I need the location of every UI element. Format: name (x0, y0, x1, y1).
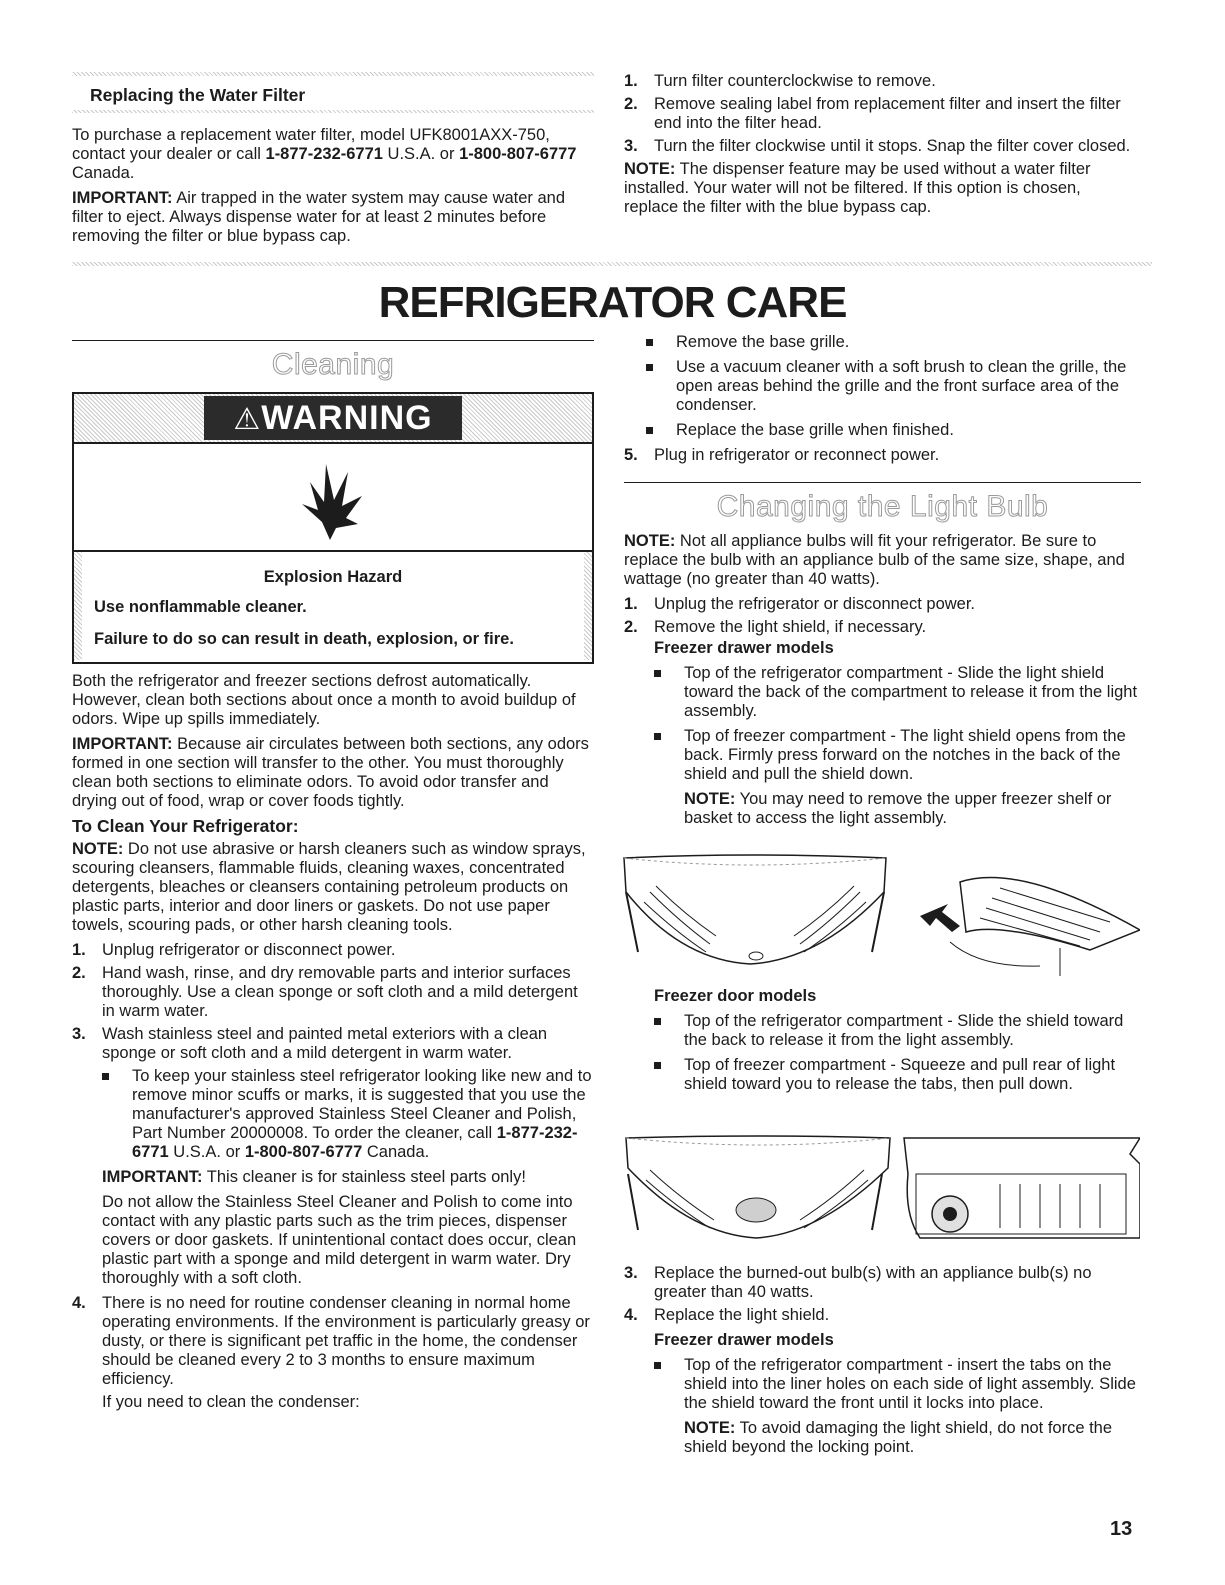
list-item: Top of the refrigerator compartment - Slide the light shield toward the back of the compartment to release it from the light assembly. (654, 664, 1139, 721)
cleaning-step: 5. Plug in refrigerator or reconnect power. (624, 446, 940, 464)
condenser-continued (624, 333, 1139, 469)
cleaning-step: 3. Wash stainless steel and painted metal exteriors with a clean sponge or soft cloth and a mild detergent in warm water. To keep your stainless steel refrigerator looking like new and to remove minor scuffs or marks, it is suggested that you use the manufacturer's approved Stainless Steel Cleaner and Polish, Part Number 20000008. To order the cleaner, call 1-877-232-6771 U.S.A. or 1-800-807-6777 Canada. IMPORTANT: This cleaner is for stainless steel parts only! Do not allow the Stainless Steel Cleaner and Polish to come into contact with any plastic parts such as the trim pieces, dispenser covers or door gaskets. If unintentional contact does occur, clean plastic part with a sponge and mild detergent in warm water. Dry thoroughly with a soft cloth. (72, 1025, 594, 1288)
filter-step-list (624, 72, 1134, 156)
freezer-door-label: Freezer door models (654, 987, 817, 1005)
page-title: REFRIGERATOR CARE (378, 278, 847, 327)
freezer-drawer-note: NOTE: You may need to remove the upper freezer shelf or basket to access the light assembly. (684, 790, 1112, 827)
replace-steps (624, 1264, 1139, 1457)
replace-note: NOTE: To avoid damaging the light shield, do not force the shield beyond the locking point. (684, 1419, 1113, 1456)
warning-box (72, 392, 594, 664)
list-item: Use a vacuum cleaner with a soft brush to clean the grille, the open areas behind the grille and the front surface area of the condenser. (646, 358, 1139, 415)
light-bulb-title: Changing the Light Bulb (716, 490, 1049, 523)
cleaning-step: 4. There is no need for routine condenser cleaning in normal home operating environments. If the environment is particularly greasy or dusty, or there is significant pet traffic in the home, the condenser should be cleaned every 2 to 3 months to ensure maximum efficiency. If you need to clean the condenser: (72, 1294, 594, 1412)
filter-step: 2. Remove sealing label from replacement filter and insert the filter end into the filter head. (624, 95, 1121, 132)
list-item: To keep your stainless steel refrigerator looking like new and to remove minor scuffs or marks, it is suggested that you use the manufacturer's approved Stainless Steel Cleaner and Polish, Part Number 20000008. To order the cleaner, call 1-877-232-6771 U.S.A. or 1-800-807-6777 Canada. (102, 1067, 594, 1162)
water-filter-steps (624, 72, 1134, 223)
list-item: Top of freezer compartment - Squeeze and pull rear of light shield toward you to release the tabs, then pull down. (654, 1056, 1139, 1094)
page-number: 13 (1110, 1518, 1133, 1540)
water-filter-intro (72, 126, 594, 252)
water-filter-heading: Replacing the Water Filter (90, 85, 306, 105)
hazard-title: Explosion Hazard (263, 568, 403, 586)
list-item: Replace the base grille when finished. (646, 421, 1139, 440)
hazard-line-1: Use nonflammable cleaner. (94, 598, 307, 616)
cleaning-step: 2. Hand wash, rinse, and dry removable parts and interior surfaces thoroughly. Use a clean sponge or soft cloth and a mild detergent in warm water. (72, 964, 578, 1020)
filter-step: 1. Turn filter counterclockwise to remove. (624, 72, 936, 90)
cleaning-note: NOTE: Do not use abrasive or harsh cleaners such as window sprays, scouring cleansers, flammable fluids, cleaning waxes, concentrated detergents, bleaches or cleansers containing petroleum products on plastic parts, interior and door liners or gaskets. Do not use paper towels, scouring pads, or other harsh cleaning tools. (72, 840, 586, 934)
freezer-door-bullets (654, 1012, 1139, 1094)
filter-step: 3. Turn the filter clockwise until it stops. Snap the filter cover closed. (624, 137, 1131, 155)
list-item: Top of freezer compartment - The light shield opens from the back. Firmly press forward on the notches in the back of the shield and pull the shield down. NOTE: You may need to remove the upper freezer shelf or basket to access the light assembly. (654, 727, 1139, 828)
bulb-step: 1. Unplug the refrigerator or disconnect power. (624, 595, 976, 613)
bulb-step: 4. Replace the light shield. Freezer drawer models Top of the refrigerator compartment - insert the tabs on the shield into the liner holes on each side of light assembly. Slide the shield toward the front until it locks into place. NOTE: To avoid damaging the light shield, do not force the shield beyond the locking point. (624, 1306, 1139, 1457)
cleaning-rule (72, 340, 594, 341)
freezer-drawer-illustration (620, 852, 1140, 982)
freezer-drawer-label-2: Freezer drawer models (654, 1331, 834, 1349)
stainless-bullets (102, 1067, 594, 1162)
cleaning-step-5 (624, 446, 1139, 465)
bulb-step: 2. Remove the light shield, if necessary. Freezer drawer models Top of the refrigerator compartment - Slide the light shield toward the back of the compartment to release it from the light assembly. Top of freezer compartment - The light shield opens from the back. Firmly press forward on the notches in the back of the shield and pull the shield down. NOTE: You may need to remove the upper freezer shelf or basket to access the light assembly. (624, 618, 1138, 827)
cleaning-title: Cleaning (271, 348, 395, 381)
condenser-bullets (646, 333, 1139, 440)
light-bulb-rule (624, 482, 1141, 483)
hazard-line-2: Failure to do so can result in death, explosion, or fire. (94, 630, 514, 648)
purchase-paragraph: To purchase a replacement water filter, model UFK8001AXX-750, contact your dealer or call 1-877-232-6771 U.S.A. or 1-800-807-6777 Canada. (72, 126, 577, 182)
cleaning-body (72, 672, 594, 1418)
warning-divider-2 (74, 550, 592, 552)
freezer-drawer-label: Freezer drawer models (654, 639, 834, 657)
list-item: Top of the refrigerator compartment - insert the tabs on the shield into the liner holes on each side of light assembly. Slide the shield toward the front until it locks into place. NOTE: To avoid damaging the light shield, do not force the shield beyond the locking point. (654, 1356, 1139, 1457)
replace-bullets (654, 1356, 1139, 1457)
warning-header: ⚠WARNING (233, 399, 433, 437)
explosion-icon (296, 452, 366, 542)
top-rule-left (72, 72, 594, 76)
list-item: Top of the refrigerator compartment - Slide the shield toward the back to release it from the light assembly. (654, 1012, 1139, 1050)
alert-triangle-icon: ⚠ (233, 403, 262, 436)
warning-divider (74, 442, 592, 444)
heading-underline (72, 110, 594, 113)
stainless-paragraph: Do not allow the Stainless Steel Cleaner and Polish to come into contact with any plastic parts such as the trim pieces, dispenser covers or door gaskets. If unintentional contact does occur, clean plastic part with a sponge and mild detergent in warm water. Dry thoroughly with a soft cloth. (102, 1193, 577, 1287)
freezer-door-illustration (620, 1134, 1140, 1250)
cleaning-steps (72, 941, 594, 1412)
bulb-note: NOTE: Not all appliance bulbs will fit your refrigerator. Be sure to replace the bulb with an appliance bulb of the same size, shape, and wattage (no greater than 40 watts). (624, 532, 1125, 588)
condenser-paragraph: If you need to clean the condenser: (102, 1393, 360, 1411)
light-bulb-body (624, 532, 1139, 834)
bulb-step: 3. Replace the burned-out bulb(s) with an appliance bulb(s) no greater than 40 watts. (624, 1264, 1092, 1301)
freezer-door-section (624, 985, 1139, 1100)
cleaning-important: IMPORTANT: Because air circulates between both sections, any odors formed in one section will transfer to the other. You must thoroughly clean both sections to eliminate odors. To avoid odor transfer and drying out of food, wrap or cover foods tightly. (72, 735, 589, 810)
filter-note: NOTE: The dispenser feature may be used without a water filter installed. Your water will not be filtered. If this option is chosen, replace the filter with the blue bypass cap. (624, 160, 1091, 216)
important-paragraph: IMPORTANT: Air trapped in the water system may cause water and filter to eject. Always dispense water for at least 2 minutes before removing the filter or blue bypass cap. (72, 189, 566, 245)
bulb-steps (624, 595, 1139, 828)
section-divider (72, 262, 1152, 266)
stainless-important: IMPORTANT: This cleaner is for stainless steel parts only! (102, 1168, 526, 1186)
list-item: Remove the base grille. (646, 333, 1139, 352)
replace-section (624, 1264, 1139, 1463)
cleaning-step: 1. Unplug refrigerator or disconnect power. (72, 941, 396, 959)
defrost-paragraph: Both the refrigerator and freezer sections defrost automatically. However, clean both sections about once a month to avoid buildup of odors. Wipe up spills immediately. (72, 672, 576, 728)
to-clean-heading: To Clean Your Refrigerator: (72, 816, 299, 836)
freezer-drawer-bullets (654, 664, 1139, 828)
